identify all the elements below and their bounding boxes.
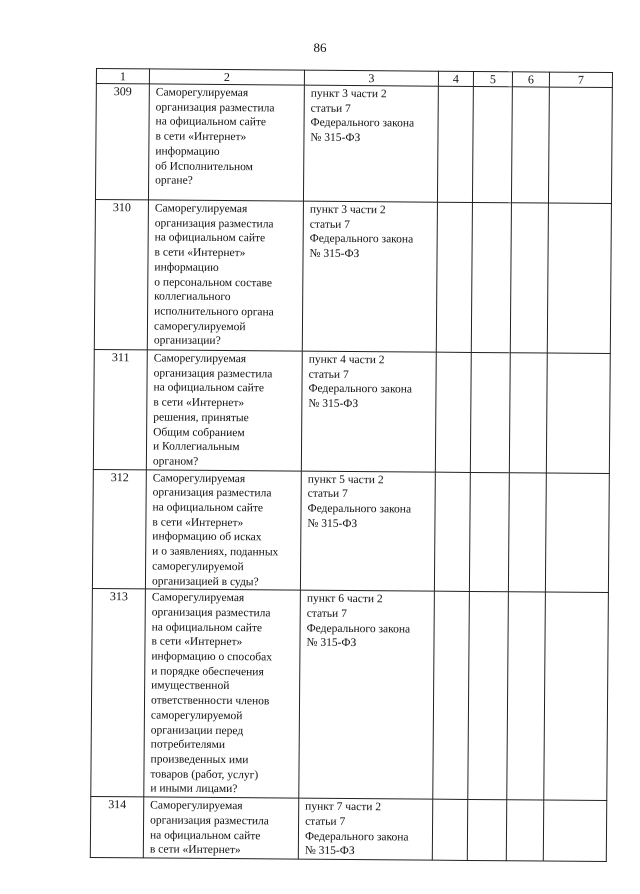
reference-text: пункт 6 части 2 статьи 7 Федерального закона № 315-ФЗ (306, 592, 411, 650)
reference-text: пункт 3 части 2 статьи 7 Федерального закона № 315-ФЗ (309, 203, 414, 261)
table-row (92, 469, 609, 593)
empty-cell (467, 800, 506, 861)
empty-cell (543, 800, 606, 861)
empty-cell (437, 86, 473, 202)
empty-cell (434, 472, 470, 592)
header-col-2: 2 (149, 69, 304, 85)
reference-cell (301, 351, 436, 472)
header-col-1: 1 (96, 69, 149, 84)
reference-text: пункт 7 части 2 статьи 7 Федерального закона № 315-ФЗ (304, 800, 409, 858)
empty-cell (544, 592, 609, 800)
page-number: 86 (313, 40, 327, 55)
empty-cell (469, 472, 509, 592)
question-cell (143, 797, 298, 859)
row-number: 309 (95, 84, 149, 200)
question-cell (146, 350, 302, 471)
empty-cell (506, 800, 543, 861)
empty-cell (511, 87, 549, 203)
empty-cell (508, 472, 546, 592)
question-cell (144, 589, 301, 798)
question-text: Саморегулируемая организация разместила на официальном сайте в сети «Интернет» информацию о персональном составе коллегиального исполнительного органа саморегулируемой организации? (153, 202, 274, 348)
question-text: Саморегулируемая организация разместила на официальном сайте в сети «Интернет» (149, 799, 269, 857)
header-col-4: 4 (438, 71, 473, 86)
table-row (91, 589, 609, 801)
table-row (90, 797, 606, 862)
reference-text: пункт 5 части 2 статьи 7 Федерального закона № 315-ФЗ (307, 473, 412, 530)
row-number: 312 (92, 469, 146, 589)
row-number: 311 (93, 349, 147, 469)
checklist-table (90, 68, 613, 862)
reference-cell (298, 798, 432, 860)
reference-text: пункт 4 части 2 статьи 7 Федерального закона № 315-ФЗ (308, 353, 413, 411)
empty-cell (432, 799, 467, 860)
question-cell (147, 200, 303, 351)
question-text: Саморегулируемая организация разместила на официальном сайте в сети «Интернет» информацию об исках и о заявлениях, поданных саморегулируемой организацией в суды? (151, 472, 279, 588)
empty-cell (470, 352, 510, 472)
question-cell (145, 470, 301, 591)
question-text: Саморегулируемая организация разместила на официальном сайте в сети «Интернет» решения, принятые Общим собранием и Коллегиальным органом? (152, 352, 273, 468)
reference-cell (300, 471, 435, 592)
empty-cell (545, 473, 609, 593)
question-text: Саморегулируемая организация разместила на официальном сайте в сети «Интернет» информацию об Исполнительном органе? (155, 86, 275, 187)
empty-cell (509, 353, 547, 473)
reference-cell (302, 201, 437, 352)
empty-cell (471, 202, 511, 352)
empty-cell (436, 202, 472, 352)
table-row (94, 199, 611, 353)
empty-cell (472, 86, 512, 202)
empty-cell (435, 352, 471, 472)
header-col-6: 6 (512, 72, 549, 87)
header-col-5: 5 (473, 71, 512, 86)
question-cell (148, 84, 304, 201)
table-row (93, 349, 610, 473)
row-number: 310 (94, 199, 148, 349)
empty-cell (548, 87, 612, 203)
empty-cell (433, 591, 470, 799)
reference-cell (299, 590, 435, 799)
empty-cell (547, 203, 611, 353)
empty-cell (468, 592, 509, 800)
row-number: 314 (90, 797, 143, 858)
reference-text: пункт 3 части 2 статьи 7 Федерального закона № 315-ФЗ (310, 87, 415, 145)
question-text: Саморегулируемая организация разместила на официальном сайте в сети «Интернет» информацию о способах и порядке обеспечения имущественной ответственности членов саморегулируемой организации перед потребителями произведенных ими товаров (работ, услуг) и иными лицами? (150, 591, 273, 796)
reference-cell (303, 85, 438, 202)
empty-cell (546, 353, 610, 473)
header-col-7: 7 (549, 72, 612, 87)
row-number: 313 (91, 589, 146, 797)
header-col-3: 3 (304, 70, 438, 86)
empty-cell (507, 592, 546, 800)
empty-cell (510, 203, 548, 353)
table-row (95, 84, 612, 204)
